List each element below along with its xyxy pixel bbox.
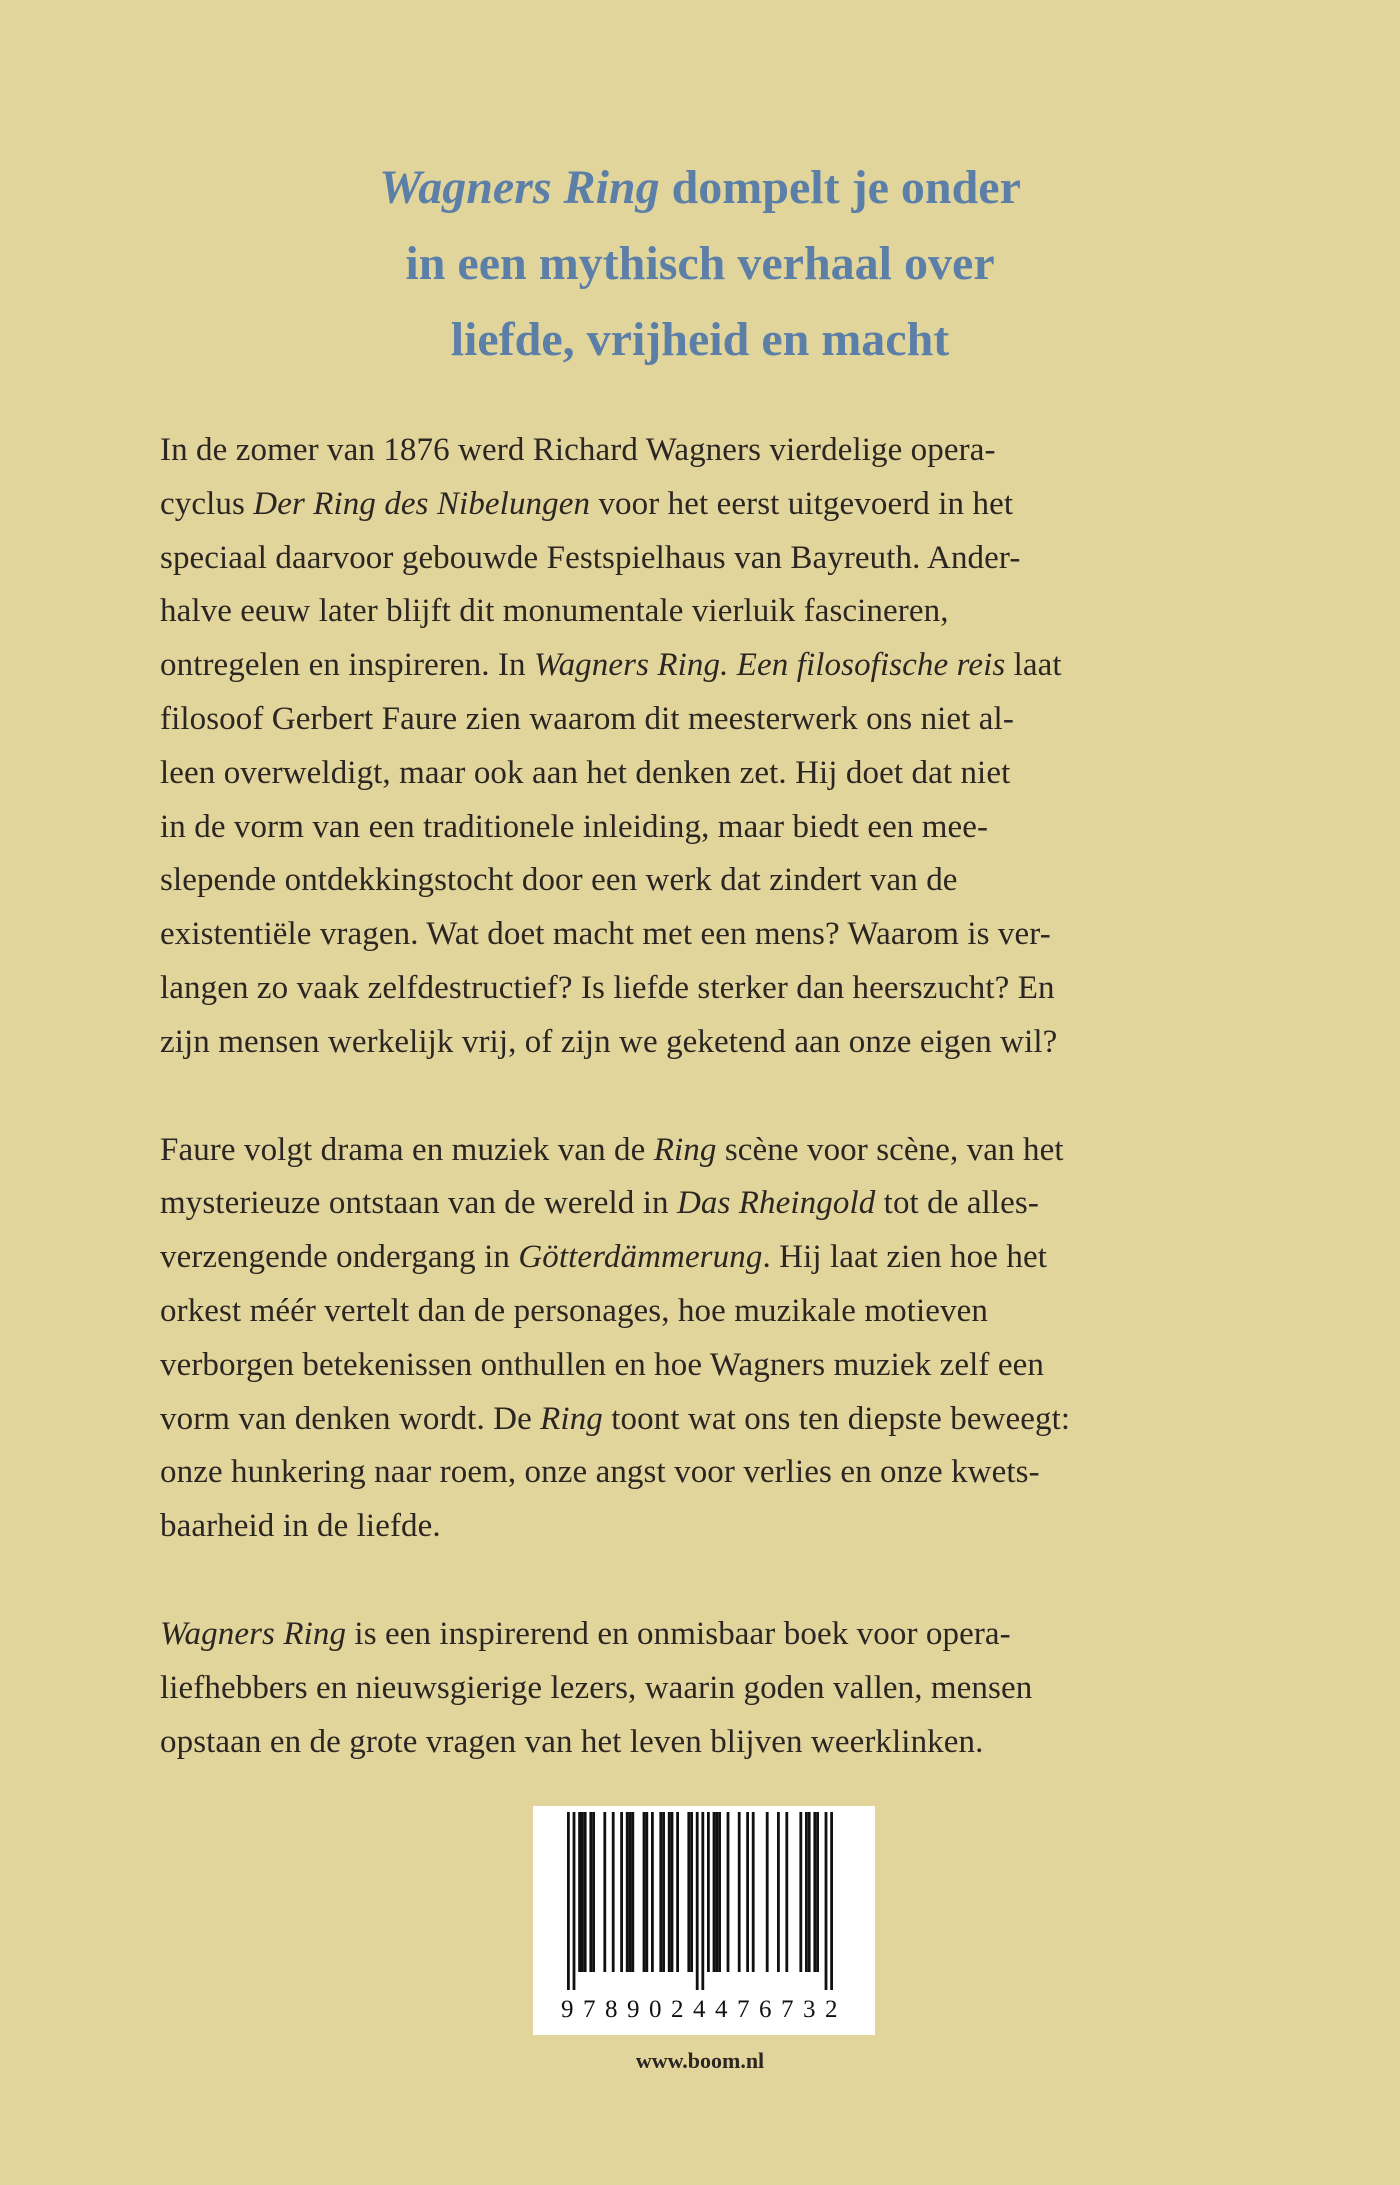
barcode-bar [727,1812,730,1972]
barcode-bar [573,1812,576,1990]
text-line [160,639,1280,693]
text-segment: zijn mensen werkelijk vrij, of zijn we geketend aan onze eigen wil? [160,1023,1058,1060]
text-segment: Faure volgt drama en muziek van de [160,1131,654,1168]
italic-title: Das Rheingold [676,1185,876,1222]
text-line [160,801,1280,855]
text-line [160,1231,1280,1285]
barcode-bar [676,1812,679,1972]
barcode-bar [659,1812,662,1972]
text-segment: is een inspirerend en onmisbaar boek voor opera- [346,1615,1011,1652]
barcode-bar [715,1812,718,1972]
text-segment: onze hunkering naar roem, onze angst voor verlies en onze kwets- [160,1454,1040,1491]
text-segment: in de vorm van een traditionele inleiding, maar biedt een mee- [160,808,989,845]
italic-title: Der Ring des Nibelungen [253,485,591,522]
text-segment: tot de alles- [875,1185,1039,1222]
text-line [160,693,1280,747]
barcode-bar [592,1812,595,1972]
text-segment: leen overweldigt, maar ook aan het denken zet. Hij doet dat niet [160,754,1011,791]
text-segment: halve eeuw later blijft dit monumentale vierluik fascineren, [160,593,949,630]
barcode-bar [696,1812,699,1990]
barcode-bar [567,1812,570,1990]
italic-title: Wagners Ring. Een filosofische reis [534,647,1006,684]
barcode-bar [603,1812,606,1972]
text-line [160,1500,1280,1554]
italic-title: Götterdämmerung [518,1239,763,1276]
text-line [160,424,1280,478]
text-segment: laat [1005,647,1062,684]
barcode-bar [629,1812,632,1972]
barcode-bar [612,1812,615,1972]
barcode-bar [825,1812,828,1990]
publisher-website: www.boom.nl [635,2048,765,2073]
barcode-bar [690,1812,693,1972]
text-segment: scène voor scène, van het [716,1131,1064,1168]
barcode-bar [766,1812,769,1972]
barcode-bars [533,1806,875,1996]
blurb-paragraph-1 [160,424,1280,1070]
barcode-bar [581,1812,584,1972]
barcode-bar [752,1812,755,1972]
text-segment: ontregelen en inspireren. In [160,647,535,684]
text-segment: filosoof Gerbert Faure zien waarom dit meesterwerk ons niet al- [160,700,1014,737]
italic-title: Ring [540,1400,603,1437]
barcode-bar [589,1812,592,1972]
isbn-number: 9789024476732 [561,1996,847,2023]
barcode-bar [738,1812,741,1972]
barcode-bar [578,1812,581,1972]
barcode-bar [645,1812,648,1972]
text-segment: verzengende ondergang in [160,1239,519,1276]
barcode-bar [808,1812,811,1972]
barcode-bar [830,1812,833,1990]
text-segment: liefhebbers en nieuwsgierige lezers, waarin goden vallen, mensen [160,1669,1033,1706]
barcode-bar [713,1812,716,1972]
barcode-bar [816,1812,819,1972]
text-line [160,585,1280,639]
italic-title: Wagners Ring [160,1615,347,1652]
text-line [160,1716,1280,1770]
text-segment: langen zo vaak zelfdestructief? Is liefde sterker dan heerszucht? En [160,969,1055,1006]
text-segment: baarheid in de liefde. [160,1508,441,1545]
text-segment: speciaal daarvoor gebouwde Festspielhaus van Bayreuth. Ander- [160,539,1021,576]
text-line [160,1393,1280,1447]
blurb-text [160,424,1280,1823]
text-segment: orkest méér vertelt dan de personages, hoe muzikale motieven [160,1292,988,1329]
text-line [160,1339,1280,1393]
cover-heading [0,150,1400,378]
barcode-bar [643,1812,646,1972]
barcode-bar [805,1812,808,1972]
text-segment: slepende ontdekkingstocht door een werk dat zindert van de [160,862,958,899]
text-line [160,532,1280,586]
barcode-bar [701,1812,704,1990]
barcode-bar [671,1812,674,1972]
heading-line-3: liefde, vrijheid en macht [450,313,950,366]
barcode-bar [668,1812,671,1972]
heading-title-italic: Wagners Ring [379,161,660,214]
barcode-bar [651,1812,654,1972]
text-segment: toont wat ons ten diepste beweegt: [602,1400,1071,1437]
barcode-bar [746,1812,749,1972]
text-segment: voor het eerst uitgevoerd in het [590,485,1014,522]
italic-title: Ring [653,1131,717,1168]
text-line [160,962,1280,1016]
text-line [160,908,1280,962]
text-line [160,1016,1280,1070]
text-segment: verborgen betekenissen onthullen en hoe Wagners muziek zelf een [160,1346,1044,1383]
text-segment: vorm van denken wordt. De [160,1400,541,1437]
text-segment: . Hij laat zien hoe het [762,1239,1047,1276]
barcode-bar [777,1812,780,1972]
text-line [160,854,1280,908]
text-segment: cyclus [160,485,254,522]
heading-line-1 [0,150,1400,226]
text-line [160,1608,1280,1662]
text-line [160,1124,1280,1178]
barcode-bar [687,1812,690,1972]
barcode-bar [631,1812,634,1972]
text-line [160,1446,1280,1500]
text-segment: opstaan en de grote vragen van het leven blijven weerklinken. [160,1723,984,1760]
text-segment: In de zomer van 1876 werd Richard Wagners vierdelige opera- [160,432,996,468]
barcode-bar [813,1812,816,1972]
barcode-bar [707,1812,710,1972]
barcode-bar [626,1812,629,1972]
text-segment: existentiële vragen. Wat doet macht met een mens? Waarom is ver- [160,916,1051,953]
blurb-paragraph-3 [160,1608,1280,1769]
text-line [160,1285,1280,1339]
text-line [160,1177,1280,1231]
barcode-bar [662,1812,665,1972]
barcode-bar [785,1812,788,1972]
barcode-bar [620,1812,623,1972]
barcode-bar [584,1812,587,1972]
barcode-bar [718,1812,721,1972]
barcode-bar [799,1812,802,1972]
text-segment: mysterieuze ontstaan van de wereld in [160,1185,677,1222]
heading-line-2: in een mythisch verhaal over [405,237,995,290]
text-line [160,747,1280,801]
text-line [160,478,1280,532]
text-line [160,1662,1280,1716]
blurb-paragraph-2 [160,1124,1280,1554]
heading-line-1-rest: dompelt je onder [659,161,1021,214]
